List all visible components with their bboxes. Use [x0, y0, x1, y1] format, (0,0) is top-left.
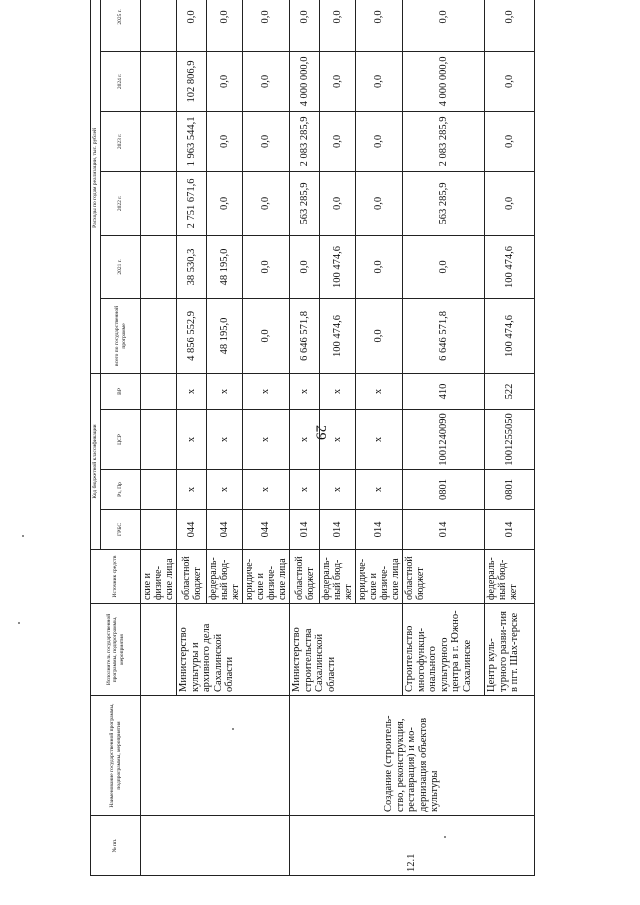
cell-2021: 38 530,3: [177, 235, 207, 298]
cell-grbs: 014: [290, 510, 320, 550]
cell-csr: х: [207, 410, 243, 470]
cell-2025: 0,0: [290, 0, 320, 51]
cell-executor: [141, 604, 177, 696]
cell-num: [141, 816, 290, 876]
cell-source: юридиче-ские и физиче-ские лица: [356, 550, 403, 604]
cell-grbs: 014: [356, 510, 403, 550]
cell-2023: 0,0: [207, 111, 243, 171]
cell-csr: [141, 410, 177, 470]
header-csr: ЦСР: [101, 410, 141, 470]
cell-2022: 563 285,9: [290, 171, 320, 235]
cell-rzpr: х: [243, 470, 290, 510]
cell-rzpr: х: [290, 470, 320, 510]
cell-source: областной бюджет: [290, 550, 320, 604]
cell-2023: 2 083 285,9: [290, 111, 320, 171]
cell-total: 100 474,6: [485, 298, 535, 373]
cell-grbs: 014: [320, 510, 356, 550]
cell-rzpr: 0801: [403, 470, 485, 510]
cell-rzpr: [141, 470, 177, 510]
cell-total: 0,0: [243, 298, 290, 373]
cell-2025: 0,0: [403, 0, 485, 51]
scan-speck: [18, 622, 20, 624]
cell-source: областной бюджет: [403, 550, 485, 604]
cell-2024: 102 806,9: [177, 51, 207, 111]
cell-total: 4 856 552,9: [177, 298, 207, 373]
cell-source: федераль-ный бюд-жет: [207, 550, 243, 604]
cell-2021: 100 474,6: [485, 235, 535, 298]
cell-rzpr: 0801: [485, 470, 535, 510]
cell-2023: 0,0: [485, 111, 535, 171]
cell-executor: Министерство культуры и архивного дела Сахалинской области: [177, 604, 290, 696]
cell-rzpr: х: [320, 470, 356, 510]
cell-vr: х: [207, 373, 243, 409]
cell-grbs: 044: [243, 510, 290, 550]
cell-grbs: 044: [177, 510, 207, 550]
header-source: Источник средств: [91, 550, 141, 604]
cell-2022: 0,0: [207, 171, 243, 235]
cell-2024: [141, 51, 177, 111]
header-budget-classification: Код бюджетной классификации: [91, 373, 101, 549]
cell-2024: 0,0: [207, 51, 243, 111]
cell-csr: х: [290, 410, 320, 470]
cell-2024: 0,0: [485, 51, 535, 111]
cell-2025: 0,0: [485, 0, 535, 51]
header-total: всего по государственной программе: [101, 298, 141, 373]
cell-2021: 0,0: [356, 235, 403, 298]
cell-2022: 0,0: [320, 171, 356, 235]
cell-2022: 563 285,9: [403, 171, 485, 235]
cell-2021: 0,0: [290, 235, 320, 298]
cell-vr: х: [356, 373, 403, 409]
cell-2023: 2 083 285,9: [403, 111, 485, 171]
cell-vr: [141, 373, 177, 409]
cell-csr: х: [320, 410, 356, 470]
header-2025: 2025 г.: [101, 0, 141, 51]
cell-2024: 0,0: [320, 51, 356, 111]
header-2024: 2024 г.: [101, 51, 141, 111]
cell-total: 6 646 571,8: [403, 298, 485, 373]
cell-source: юридиче-ские и физиче-ские лица: [243, 550, 290, 604]
cell-vr: 410: [403, 373, 485, 409]
cell-2023: 1 963 544,1: [177, 111, 207, 171]
cell-2021: 100 474,6: [320, 235, 356, 298]
cell-csr: х: [177, 410, 207, 470]
cell-rzpr: х: [207, 470, 243, 510]
cell-executor: Строительство многофункци-онального культурного центра в г. Южно-Сахалинске: [403, 604, 485, 696]
cell-num: 12.1: [290, 816, 535, 876]
table-row: [141, 0, 177, 876]
header-vr: ВР: [101, 373, 141, 409]
cell-csr: х: [243, 410, 290, 470]
cell-2025: 0,0: [207, 0, 243, 51]
cell-executor: Центр куль-турного разви-тия в пгт. Шах-терске: [485, 604, 535, 696]
cell-2023: 0,0: [320, 111, 356, 171]
cell-2022: 0,0: [356, 171, 403, 235]
cell-2025: [141, 0, 177, 51]
cell-source: областной бюджет: [177, 550, 207, 604]
cell-grbs: 014: [403, 510, 485, 550]
scan-speck: [22, 535, 24, 537]
cell-csr: х: [356, 410, 403, 470]
cell-2021: 0,0: [403, 235, 485, 298]
cell-source: федераль-ный бюд-жет: [485, 550, 535, 604]
cell-2022: 0,0: [243, 171, 290, 235]
cell-total: 100 474,6: [320, 298, 356, 373]
cell-total: 0,0: [356, 298, 403, 373]
cell-name: Создание (строитель-ство, реконструкция, реставрация) и мо-дернизация объектов культуры: [290, 696, 535, 816]
header-2021: 2021 г.: [101, 235, 141, 298]
cell-rzpr: х: [177, 470, 207, 510]
cell-2022: [141, 171, 177, 235]
cell-executor: Министерство строительства Сахалинской области: [290, 604, 403, 696]
header-rzpr: Рз, Пр: [101, 470, 141, 510]
cell-vr: х: [290, 373, 320, 409]
cell-2025: 0,0: [356, 0, 403, 51]
cell-grbs: [141, 510, 177, 550]
cell-total: 6 646 571,8: [290, 298, 320, 373]
cell-2021: 0,0: [243, 235, 290, 298]
header-2022: 2022 г.: [101, 171, 141, 235]
cell-2025: 0,0: [320, 0, 356, 51]
page-number: 29: [312, 425, 329, 440]
cell-2024: 4 000 000,0: [290, 51, 320, 111]
cell-source: федераль-ный бюд-жет: [320, 550, 356, 604]
cell-2023: 0,0: [243, 111, 290, 171]
cell-2021: 48 195,0: [207, 235, 243, 298]
cell-source: ские и физиче-ские лица: [141, 550, 177, 604]
cell-name: [141, 696, 290, 816]
cell-vr: х: [320, 373, 356, 409]
cell-total: 48 195,0: [207, 298, 243, 373]
header-expenses-by-year: Расходы по годам реализации, тыс. рублей: [91, 0, 101, 373]
cell-total: [141, 298, 177, 373]
cell-vr: 522: [485, 373, 535, 409]
header-2023: 2023 г.: [101, 111, 141, 171]
header-num: № пп.: [91, 816, 141, 876]
header-grbs: ГРБС: [101, 510, 141, 550]
cell-vr: х: [243, 373, 290, 409]
cell-rzpr: х: [356, 470, 403, 510]
cell-2022: 2 751 671,6: [177, 171, 207, 235]
cell-2023: 0,0: [356, 111, 403, 171]
table-row: [290, 0, 320, 876]
cell-vr: х: [177, 373, 207, 409]
cell-2025: 0,0: [243, 0, 290, 51]
cell-csr: 1001240090: [403, 410, 485, 470]
cell-csr: 1001255050: [485, 410, 535, 470]
header-executor: Исполнитель государственной программы, подпрограммы, мероприятия: [91, 604, 141, 696]
cell-2025: 0,0: [177, 0, 207, 51]
budget-table: [90, 0, 535, 876]
cell-grbs: 044: [207, 510, 243, 550]
cell-grbs: 014: [485, 510, 535, 550]
cell-2024: 0,0: [356, 51, 403, 111]
cell-2024: 4 000 000,0: [403, 51, 485, 111]
cell-2021: [141, 235, 177, 298]
header-name: Наименование государственной программы, подпрограммы, мероприятия: [91, 696, 141, 816]
cell-2024: 0,0: [243, 51, 290, 111]
cell-2022: 0,0: [485, 171, 535, 235]
cell-2023: [141, 111, 177, 171]
budget-table-rotated: [90, 9, 520, 876]
